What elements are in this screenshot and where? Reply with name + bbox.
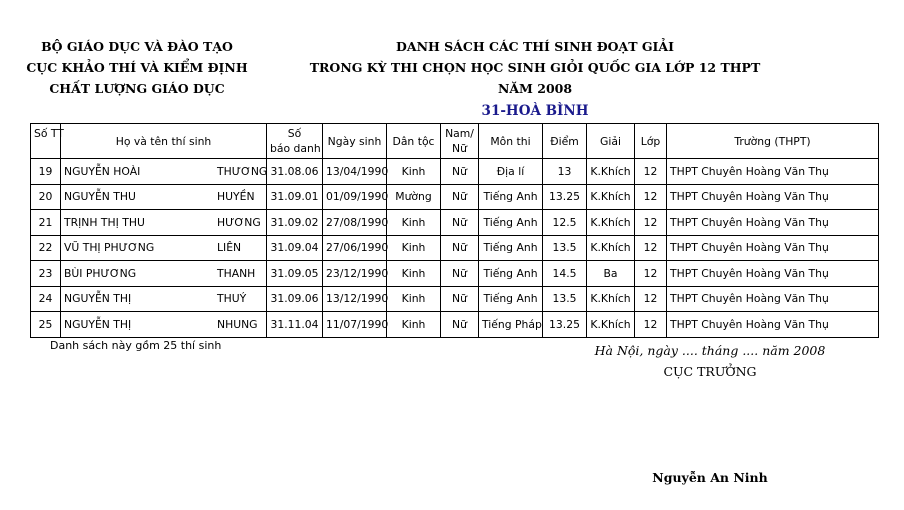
- signer-name: Nguyễn An Ninh: [652, 470, 768, 485]
- cell-sbd: 31.09.04: [267, 235, 323, 261]
- title-line-2: TRONG KỲ THI CHỌN HỌC SINH GIỎI QUỐC GIA LỚP 12 THPT: [309, 60, 761, 75]
- cell-school: THPT Chuyên Hoàng Văn Thụ: [667, 159, 879, 185]
- cell-subject: Tiếng Anh: [479, 184, 543, 210]
- cell-sbd: 31.09.01: [267, 184, 323, 210]
- cell-given-name: THUÝ: [217, 292, 247, 306]
- col-dob: Ngày sinh: [323, 124, 387, 159]
- cell-score: 14.5: [543, 261, 587, 287]
- cell-dob: 27/08/1990: [323, 210, 387, 236]
- province-label: 31-HOÀ BÌNH: [481, 103, 589, 119]
- cell-gender: Nữ: [441, 159, 479, 185]
- ministry-header: [22, 36, 252, 99]
- cell-score: 13.5: [543, 286, 587, 312]
- cell-stt: 24: [31, 286, 61, 312]
- cell-stt: 25: [31, 312, 61, 338]
- cell-sbd: 31.09.05: [267, 261, 323, 287]
- cell-name: [61, 210, 267, 236]
- cell-grade: 12: [635, 312, 667, 338]
- cell-name: [61, 261, 267, 287]
- place-date: Hà Nội, ngày .... tháng .... năm 2008: [594, 343, 826, 358]
- cell-given-name: HƯƠNG: [217, 215, 261, 229]
- cell-dob: 27/06/1990: [323, 235, 387, 261]
- cell-school: THPT Chuyên Hoàng Văn Thụ: [667, 286, 879, 312]
- document-title: [300, 36, 770, 99]
- table-row: [31, 159, 879, 185]
- table-header-row: [31, 124, 879, 159]
- cell-subject: Tiếng Anh: [479, 210, 543, 236]
- cell-family-name: NGUYỄN HOÀI: [64, 164, 141, 178]
- cell-dob: 13/04/1990: [323, 159, 387, 185]
- cell-stt: 20: [31, 184, 61, 210]
- table-row: [31, 312, 879, 338]
- cell-grade: 12: [635, 286, 667, 312]
- cell-family-name: TRỊNH THỊ THU: [64, 215, 145, 229]
- cell-grade: 12: [635, 210, 667, 236]
- title-line-1: DANH SÁCH CÁC THÍ SINH ĐOẠT GIẢI: [396, 39, 674, 54]
- cell-gender: Nữ: [441, 312, 479, 338]
- col-school: Trường (THPT): [667, 124, 879, 159]
- cell-prize: K.Khích: [587, 235, 635, 261]
- cell-score: 13.5: [543, 235, 587, 261]
- col-gender-line-2: Nữ: [452, 142, 467, 155]
- cell-subject: Tiếng Anh: [479, 261, 543, 287]
- cell-sbd: 31.09.02: [267, 210, 323, 236]
- summary-note: Danh sách này gồm 25 thí sinh: [50, 339, 222, 352]
- table-row: [31, 261, 879, 287]
- cell-gender: Nữ: [441, 261, 479, 287]
- cell-dob: 11/07/1990: [323, 312, 387, 338]
- table-row: [31, 235, 879, 261]
- cell-school: THPT Chuyên Hoàng Văn Thụ: [667, 312, 879, 338]
- cell-ethnic: Kinh: [387, 312, 441, 338]
- cell-stt: 23: [31, 261, 61, 287]
- cell-family-name: NGUYỄN THỊ: [64, 317, 132, 331]
- cell-dob: 01/09/1990: [323, 184, 387, 210]
- cell-gender: Nữ: [441, 184, 479, 210]
- cell-subject: Tiếng Anh: [479, 286, 543, 312]
- cell-name: [61, 235, 267, 261]
- cell-grade: 12: [635, 235, 667, 261]
- cell-prize: K.Khích: [587, 159, 635, 185]
- col-gender: [441, 124, 479, 159]
- cell-ethnic: Kinh: [387, 261, 441, 287]
- col-sbd-line-1: Số: [287, 127, 302, 140]
- col-gender-line-1: Nam/: [445, 127, 474, 140]
- cell-given-name: THANH: [217, 266, 256, 280]
- cell-family-name: NGUYỄN THU: [64, 190, 136, 204]
- table-row: [31, 184, 879, 210]
- col-ethnic: Dân tộc: [387, 124, 441, 159]
- cell-stt: 19: [31, 159, 61, 185]
- table-row: [31, 286, 879, 312]
- col-sbd-line-2: báo danh: [270, 142, 321, 155]
- col-grade: Lớp: [635, 124, 667, 159]
- cell-given-name: NHUNG: [217, 317, 258, 331]
- ministry-line-2: CỤC KHẢO THÍ VÀ KIỂM ĐỊNH: [26, 60, 248, 75]
- title-line-3: NĂM 2008: [497, 81, 573, 96]
- cell-prize: K.Khích: [587, 312, 635, 338]
- cell-family-name: VŨ THỊ PHƯƠNG: [64, 241, 155, 255]
- cell-score: 12.5: [543, 210, 587, 236]
- cell-name: [61, 312, 267, 338]
- cell-subject: Tiếng Pháp: [479, 312, 543, 338]
- cell-prize: K.Khích: [587, 184, 635, 210]
- cell-family-name: NGUYỄN THỊ: [64, 292, 132, 306]
- cell-school: THPT Chuyên Hoàng Văn Thụ: [667, 184, 879, 210]
- cell-school: THPT Chuyên Hoàng Văn Thụ: [667, 235, 879, 261]
- cell-ethnic: Kinh: [387, 286, 441, 312]
- cell-gender: Nữ: [441, 235, 479, 261]
- table-row: [31, 210, 879, 236]
- cell-ethnic: Mường: [387, 184, 441, 210]
- cell-score: 13.25: [543, 184, 587, 210]
- cell-name: [61, 159, 267, 185]
- cell-sbd: 31.09.06: [267, 286, 323, 312]
- cell-subject: Tiếng Anh: [479, 235, 543, 261]
- cell-prize: K.Khích: [587, 210, 635, 236]
- cell-subject: Địa lí: [479, 159, 543, 185]
- col-subject: Môn thi: [479, 124, 543, 159]
- cell-given-name: THƯƠNG: [217, 164, 268, 178]
- cell-ethnic: Kinh: [387, 235, 441, 261]
- cell-given-name: HUYỀN: [217, 190, 255, 204]
- ministry-line-3: CHẤT LƯỢNG GIÁO DỤC: [49, 81, 225, 96]
- cell-school: THPT Chuyên Hoàng Văn Thụ: [667, 261, 879, 287]
- winners-table: [30, 123, 879, 338]
- col-stt: Số TT: [31, 124, 61, 159]
- ministry-line-1: BỘ GIÁO DỤC VÀ ĐÀO TẠO: [41, 39, 233, 54]
- signer-title: CỤC TRƯỞNG: [663, 364, 757, 379]
- col-prize: Giải: [587, 124, 635, 159]
- cell-grade: 12: [635, 261, 667, 287]
- cell-stt: 22: [31, 235, 61, 261]
- cell-grade: 12: [635, 159, 667, 185]
- cell-school: THPT Chuyên Hoàng Văn Thụ: [667, 210, 879, 236]
- cell-gender: Nữ: [441, 210, 479, 236]
- cell-score: 13: [543, 159, 587, 185]
- cell-sbd: 31.08.06: [267, 159, 323, 185]
- col-score: Điểm: [543, 124, 587, 159]
- cell-gender: Nữ: [441, 286, 479, 312]
- cell-dob: 13/12/1990: [323, 286, 387, 312]
- cell-stt: 21: [31, 210, 61, 236]
- cell-prize: K.Khích: [587, 286, 635, 312]
- col-sbd: [267, 124, 323, 159]
- cell-ethnic: Kinh: [387, 159, 441, 185]
- cell-name: [61, 184, 267, 210]
- cell-family-name: BÙI PHƯƠNG: [64, 266, 137, 280]
- cell-ethnic: Kinh: [387, 210, 441, 236]
- cell-grade: 12: [635, 184, 667, 210]
- cell-dob: 23/12/1990: [323, 261, 387, 287]
- cell-sbd: 31.11.04: [267, 312, 323, 338]
- cell-given-name: LIÊN: [217, 241, 242, 255]
- cell-prize: Ba: [587, 261, 635, 287]
- cell-name: [61, 286, 267, 312]
- cell-score: 13.25: [543, 312, 587, 338]
- col-name: Họ và tên thí sinh: [61, 124, 267, 159]
